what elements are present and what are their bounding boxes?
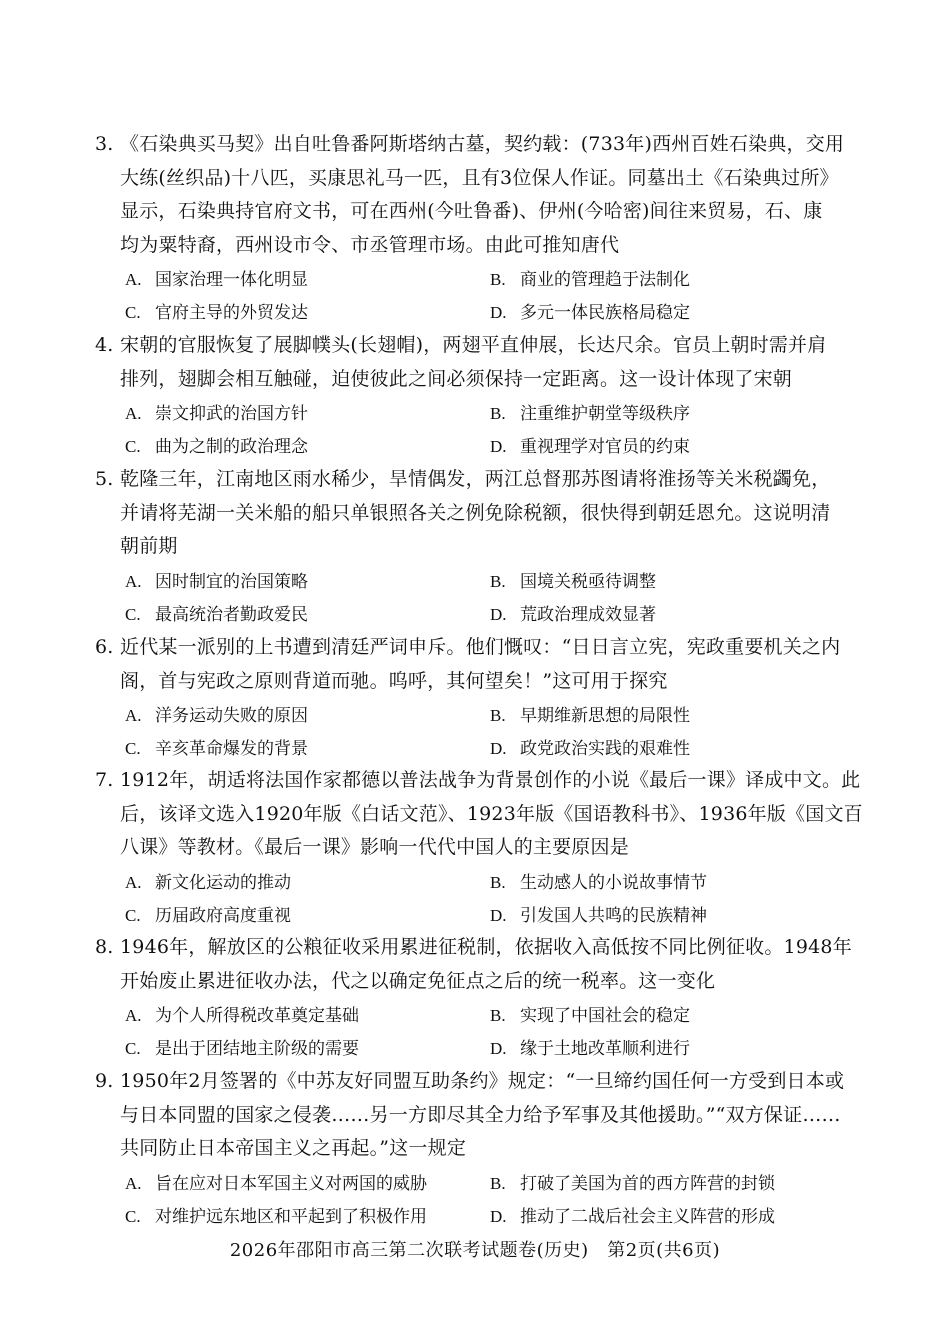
option-text: 引发国人共鸣的民族精神 bbox=[520, 905, 707, 926]
option-text: 曲为之制的政治理念 bbox=[155, 437, 308, 457]
question-4 bbox=[95, 329, 860, 464]
option-b[interactable] bbox=[490, 866, 707, 900]
options bbox=[95, 866, 860, 933]
question-9 bbox=[95, 1065, 860, 1234]
option-text: 商业的管理趋于法制化 bbox=[520, 270, 690, 290]
option-c[interactable] bbox=[125, 296, 308, 330]
option-letter: D. bbox=[490, 437, 507, 456]
option-d[interactable] bbox=[490, 732, 690, 766]
option-c[interactable] bbox=[125, 732, 308, 766]
question-5 bbox=[95, 463, 860, 632]
question-number: 8. bbox=[95, 936, 114, 958]
options bbox=[95, 397, 860, 464]
option-text: 对维护远东地区和平起到了积极作用 bbox=[155, 1206, 427, 1227]
option-letter: A. bbox=[125, 872, 142, 892]
option-letter: C. bbox=[125, 437, 141, 456]
option-letter: D. bbox=[490, 905, 507, 925]
option-letter: A. bbox=[125, 1006, 142, 1025]
options bbox=[95, 263, 860, 330]
question-6 bbox=[95, 631, 860, 766]
stem-line: 1912年，胡适将法国作家都德以普法战争为背景创作的小说《最后一课》译成中文。此 bbox=[120, 769, 861, 791]
option-text: 国境关税亟待调整 bbox=[520, 571, 656, 592]
option-a[interactable] bbox=[125, 565, 308, 599]
option-letter: A. bbox=[125, 571, 142, 591]
option-b[interactable] bbox=[490, 999, 690, 1033]
option-text: 官府主导的外贸发达 bbox=[155, 303, 308, 323]
stem-line: 朝前期 bbox=[120, 535, 178, 557]
stem-line: 大练(丝织品)十八匹，买康思礼马一匹，且有3位保人作证。同墓出土《石染典过所》 bbox=[120, 166, 839, 189]
question-stem bbox=[95, 931, 860, 998]
question-number: 5. bbox=[95, 468, 114, 490]
stem-line: 开始废止累进征收办法，代之以确定免征点之后的统一税率。这一变化 bbox=[120, 969, 716, 992]
option-text: 多元一体民族格局稳定 bbox=[520, 303, 690, 323]
option-letter: C. bbox=[125, 1039, 141, 1058]
option-text: 新文化运动的推动 bbox=[155, 872, 291, 893]
option-letter: A. bbox=[125, 270, 142, 289]
option-text: 崇文抑武的治国方针 bbox=[155, 404, 308, 424]
question-stem bbox=[95, 1065, 860, 1166]
question-stem bbox=[95, 764, 863, 865]
option-letter: D. bbox=[490, 1039, 507, 1058]
option-d[interactable] bbox=[490, 1200, 775, 1234]
question-number: 9. bbox=[95, 1070, 114, 1092]
question-number: 7. bbox=[95, 769, 114, 791]
option-b[interactable] bbox=[490, 397, 690, 431]
option-letter: A. bbox=[125, 706, 142, 725]
option-text: 推动了二战后社会主义阵营的形成 bbox=[520, 1206, 775, 1227]
options bbox=[95, 699, 860, 766]
option-letter: B. bbox=[490, 872, 506, 892]
option-text: 洋务运动失败的原因 bbox=[155, 706, 308, 726]
option-c[interactable] bbox=[125, 598, 308, 632]
stem-line: 《石染典买马契》出自吐鲁番阿斯塔纳古墓，契约载：(733年)西州百姓石染典，交用 bbox=[120, 133, 845, 155]
options bbox=[95, 999, 860, 1066]
option-letter: A. bbox=[125, 404, 142, 423]
option-a[interactable] bbox=[125, 1167, 427, 1201]
option-d[interactable] bbox=[490, 1032, 690, 1066]
option-letter: C. bbox=[125, 303, 141, 322]
option-letter: D. bbox=[490, 303, 507, 322]
stem-line: 宋朝的官服恢复了展脚幞头(长翅帽)，两翅平直伸展，长达尺余。官员上朝时需并肩 bbox=[120, 334, 827, 356]
option-letter: B. bbox=[490, 1173, 506, 1193]
stem-line: 八课》等教材。《最后一课》影响一代代中国人的主要原因是 bbox=[120, 836, 629, 858]
question-stem bbox=[95, 128, 860, 262]
option-letter: C. bbox=[125, 905, 141, 925]
question-number: 6. bbox=[95, 636, 114, 658]
option-b[interactable] bbox=[490, 1167, 775, 1201]
option-d[interactable] bbox=[490, 296, 690, 330]
stem-line: 1950年2月签署的《中苏友好同盟互助条约》规定：“一旦缔约国任何一方受到日本或 bbox=[120, 1070, 845, 1092]
option-d[interactable] bbox=[490, 598, 656, 632]
page-footer: 2026年邵阳市高三第二次联考试题卷(历史) 第2页(共6页) bbox=[229, 1240, 721, 1261]
option-text: 荒政治理成效显著 bbox=[520, 604, 656, 625]
option-text: 实现了中国社会的稳定 bbox=[520, 1006, 690, 1026]
options bbox=[95, 1167, 860, 1234]
stem-line: 并请将芜湖一关米船的船只单银照各关之例免除税额，很快得到朝廷恩允。这说明清 bbox=[120, 501, 831, 524]
option-letter: D. bbox=[490, 739, 507, 758]
option-d[interactable] bbox=[490, 430, 690, 464]
option-letter: C. bbox=[125, 739, 141, 758]
stem-line: 近代某一派别的上书遭到清廷严词申斥。他们慨叹：“日日言立宪，宪政重要机关之内 bbox=[120, 636, 841, 658]
option-c[interactable] bbox=[125, 1200, 427, 1234]
option-text: 是出于团结地主阶级的需要 bbox=[155, 1039, 359, 1059]
option-text: 政党政治实践的艰难性 bbox=[520, 739, 690, 759]
option-letter: B. bbox=[490, 706, 506, 725]
option-a[interactable] bbox=[125, 999, 359, 1033]
option-letter: C. bbox=[125, 604, 141, 624]
option-letter: A. bbox=[125, 1173, 142, 1193]
option-a[interactable] bbox=[125, 866, 291, 900]
option-text: 生动感人的小说故事情节 bbox=[520, 872, 707, 893]
stem-line: 1946年，解放区的公粮征收采用累进征税制，依据收入高低按不同比例征收。1948年 bbox=[120, 936, 852, 958]
question-number: 4. bbox=[95, 334, 114, 356]
option-c[interactable] bbox=[125, 899, 291, 933]
question-3 bbox=[95, 128, 860, 330]
option-text: 打破了美国为首的西方阵营的封锁 bbox=[520, 1173, 775, 1194]
option-c[interactable] bbox=[125, 1032, 359, 1066]
option-b[interactable] bbox=[490, 565, 656, 599]
option-c[interactable] bbox=[125, 430, 308, 464]
question-stem bbox=[95, 631, 860, 698]
option-text: 早期维新思想的局限性 bbox=[520, 706, 690, 726]
option-d[interactable] bbox=[490, 899, 707, 933]
option-text: 国家治理一体化明显 bbox=[155, 270, 308, 290]
option-text: 为个人所得税改革奠定基础 bbox=[155, 1006, 359, 1026]
option-letter: B. bbox=[490, 1006, 506, 1025]
option-text: 重视理学对官员的约束 bbox=[520, 437, 690, 457]
question-8 bbox=[95, 931, 860, 1066]
option-letter: B. bbox=[490, 270, 506, 289]
stem-line: 均为粟特裔，西州设市令、市丞管理市场。由此可推知唐代 bbox=[120, 233, 620, 256]
option-text: 历届政府高度重视 bbox=[155, 905, 291, 926]
option-text: 辛亥革命爆发的背景 bbox=[155, 739, 308, 759]
option-text: 注重维护朝堂等级秩序 bbox=[520, 404, 690, 424]
options bbox=[95, 565, 860, 632]
option-text: 因时制宜的治国策略 bbox=[155, 571, 308, 592]
stem-line: 显示，石染典持官府文书，可在西州(今吐鲁番)、伊州(今哈密)间往来贸易，石、康 bbox=[120, 200, 823, 222]
stem-line: 阁，首与宪政之原则背道而驰。呜呼，其何望矣！”这可用于探究 bbox=[120, 669, 668, 692]
option-a[interactable] bbox=[125, 699, 308, 733]
option-letter: C. bbox=[125, 1206, 141, 1226]
question-7 bbox=[95, 764, 863, 933]
question-stem bbox=[95, 463, 860, 564]
question-stem bbox=[95, 329, 860, 396]
stem-line: 与日本同盟的国家之侵袭……另一方即尽其全力给予军事及其他援助。”“双方保证…… bbox=[120, 1103, 841, 1126]
option-text: 缘于土地改革顺利进行 bbox=[520, 1039, 690, 1059]
option-letter: D. bbox=[490, 1206, 507, 1226]
stem-line: 乾隆三年，江南地区雨水稀少，旱情偶发，两江总督那苏图请将淮扬等关米税蠲免， bbox=[120, 468, 831, 490]
option-b[interactable] bbox=[490, 699, 690, 733]
stem-line: 排列，翅脚会相互触碰，迫使彼此之间必须保持一定距离。这一设计体现了宋朝 bbox=[120, 367, 793, 390]
option-letter: D. bbox=[490, 604, 507, 624]
option-b[interactable] bbox=[490, 263, 690, 297]
stem-line: 共同防止日本帝国主义之再起。”这一规定 bbox=[120, 1137, 467, 1159]
option-a[interactable] bbox=[125, 397, 308, 431]
option-text: 旨在应对日本军国主义对两国的威胁 bbox=[155, 1173, 427, 1194]
question-number: 3. bbox=[95, 133, 114, 155]
option-letter: B. bbox=[490, 404, 506, 423]
option-text: 最高统治者勤政爱民 bbox=[155, 604, 308, 625]
option-a[interactable] bbox=[125, 263, 308, 297]
stem-line: 后，该译文选入1920年版《白话文范》、1923年版《国语教科书》、1936年版《国文百 bbox=[120, 802, 863, 825]
option-letter: B. bbox=[490, 571, 506, 591]
